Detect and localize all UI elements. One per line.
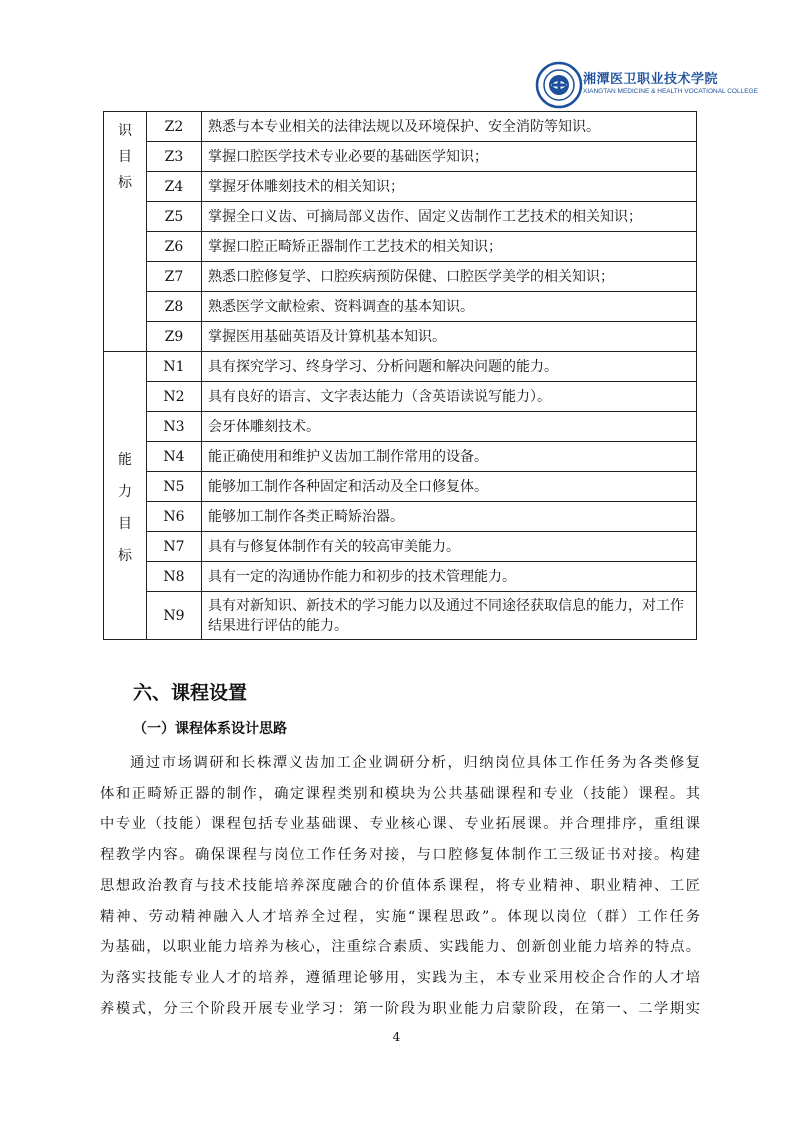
category-char: 目: [118, 149, 132, 165]
college-name-en: XIANGTAN MEDICINE & HEALTH VOCATIONAL COLLEGE: [583, 88, 758, 95]
paragraph-line: 通过市场调研和长株潭义齿加工企业调研分析，归纳岗位具体工作任务为各类修复: [130, 755, 700, 771]
objective-text: 具有对新知识、新技术的学习能力以及通过不同途径获取信息的能力，对工作结果进行评估的能力。: [202, 592, 697, 640]
paragraph-line: 为基础，以职业能力培养为核心，注重综合素质、实践能力、创新创业能力培养的特点。: [100, 939, 700, 956]
paragraph-line: 中专业（技能）课程包括专业基础课、专业核心课、专业拓展课。并合理排序，重组课: [100, 816, 700, 833]
objective-code: N2: [147, 382, 202, 412]
objective-text: 能够加工制作各类正畸矫治器。: [202, 502, 697, 532]
objective-code: Z7: [147, 262, 202, 292]
objective-text: 能够加工制作各种固定和活动及全口修复体。: [202, 472, 697, 502]
table-row: [104, 112, 697, 142]
page-number: 4: [392, 1030, 401, 1044]
body-paragraph: [100, 748, 700, 1024]
category-char: 标: [118, 548, 132, 564]
objective-code: N3: [147, 412, 202, 442]
paragraph-line: 思想政治教育与技术技能培养深度融合的价值体系课程，将专业精神、职业精神、工匠: [100, 877, 700, 894]
objective-code: N9: [147, 592, 202, 640]
objective-code: N7: [147, 532, 202, 562]
objective-text: 掌握牙体雕刻技术的相关知识；: [202, 172, 697, 202]
paragraph-line: 精神、劳动精神融入人才培养全过程，实施“课程思政”。体现以岗位（群）工作任务: [100, 908, 700, 925]
objective-code: N5: [147, 472, 202, 502]
paragraph-line: 程教学内容。确保课程与岗位工作任务对接，与口腔修复体制作工三级证书对接。构建: [100, 847, 700, 864]
table-row: [104, 232, 697, 262]
category-char: 标: [118, 175, 132, 191]
table-row: [104, 532, 697, 562]
objective-text: 熟悉与本专业相关的法律法规以及环境保护、安全消防等知识。: [202, 112, 697, 142]
objective-text: 掌握口腔正畸矫正器制作工艺技术的相关知识；: [202, 232, 697, 262]
table-row: [104, 442, 697, 472]
objectives-table: [103, 111, 697, 640]
table-row: [104, 412, 697, 442]
table-row: [104, 172, 697, 202]
objective-code: N4: [147, 442, 202, 472]
paragraph-line: 养模式，分三个阶段开展专业学习：第一阶段为职业能力启蒙阶段，在第一、二学期实: [100, 1000, 700, 1017]
objective-text: 具有良好的语言、文字表达能力（含英语读说写能力）。: [202, 382, 697, 412]
objective-code: Z5: [147, 202, 202, 232]
objective-text: 掌握医用基础英语及计算机基本知识。: [202, 322, 697, 352]
table-row: [104, 592, 697, 640]
objective-code: Z2: [147, 112, 202, 142]
objective-code: N8: [147, 562, 202, 592]
objective-code: Z4: [147, 172, 202, 202]
knowledge-category-cell: [104, 112, 147, 352]
category-char: 目: [118, 516, 132, 532]
table-row: [104, 262, 697, 292]
category-char: 识: [118, 123, 132, 139]
table-row: [104, 292, 697, 322]
objective-text: 具有与修复体制作有关的较高审美能力。: [202, 532, 697, 562]
objective-code: Z3: [147, 142, 202, 172]
objective-text: 能正确使用和维护义齿加工制作常用的设备。: [202, 442, 697, 472]
objective-text: 熟悉医学文献检索、资料调查的基本知识。: [202, 292, 697, 322]
college-name: 湘潭医卫职业技术学院: [583, 72, 719, 87]
objective-text: 掌握全口义齿、可摘局部义齿作、固定义齿制作工艺技术的相关知识；: [202, 202, 697, 232]
objective-code: N6: [147, 502, 202, 532]
section-subtitle: （一）课程体系设计思路: [133, 721, 287, 737]
objective-code: Z8: [147, 292, 202, 322]
table-row: [104, 142, 697, 172]
table-row: [104, 382, 697, 412]
table-row: [104, 352, 697, 382]
table-row: [104, 562, 697, 592]
ability-category-cell: [104, 352, 147, 640]
objective-text: 掌握口腔医学技术专业必要的基础医学知识；: [202, 142, 697, 172]
objective-code: Z6: [147, 232, 202, 262]
objective-text: 熟悉口腔修复学、口腔疾病预防保健、口腔医学美学的相关知识；: [202, 262, 697, 292]
section-title: 六、课程设置: [133, 682, 248, 704]
table-row: [104, 472, 697, 502]
category-char: 能: [118, 452, 132, 468]
objective-code: N1: [147, 352, 202, 382]
table-row: [104, 502, 697, 532]
paragraph-line: 为落实技能专业人才的培养，遵循理论够用，实践为主，本专业采用校企合作的人才培: [100, 969, 700, 986]
paragraph-line: 体和正畸矫正器的制作，确定课程类别和模块为公共基础课程和专业（技能）课程。其: [100, 785, 700, 802]
table-row: [104, 322, 697, 352]
objective-code: Z9: [147, 322, 202, 352]
objective-text: 具有一定的沟通协作能力和初步的技术管理能力。: [202, 562, 697, 592]
table-row: [104, 202, 697, 232]
objective-text: 会牙体雕刻技术。: [202, 412, 697, 442]
category-char: 力: [118, 484, 132, 500]
objective-text: 具有探究学习、终身学习、分析问题和解决问题的能力。: [202, 352, 697, 382]
